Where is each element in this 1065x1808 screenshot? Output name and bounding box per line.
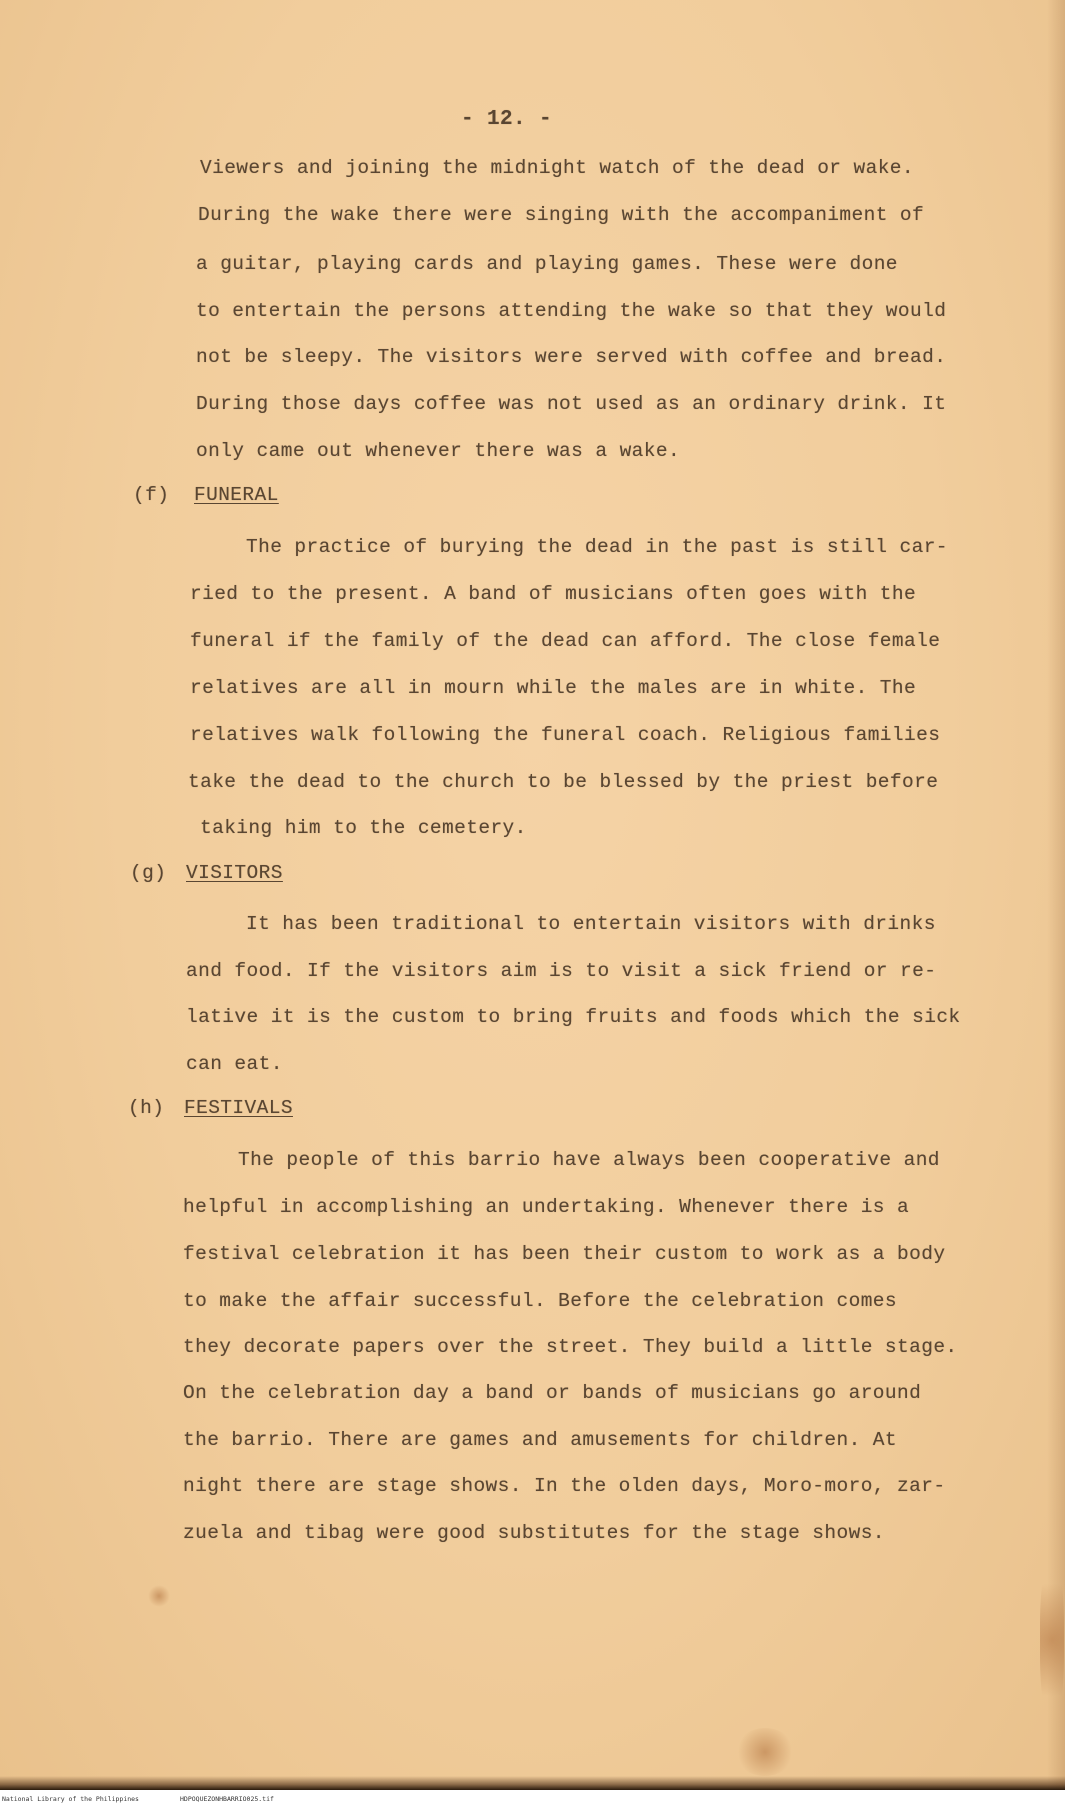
section-label: (f) [133,484,170,506]
text-line: relatives walk following the funeral coach. Religious families [190,724,941,746]
text-line: It has been traditional to entertain visitors with drinks [246,913,936,935]
page-number: - 12. - [461,108,553,131]
footer-bar [0,1790,1065,1808]
text-line: Viewers and joining the midnight watch of the dead or wake. [200,157,915,179]
text-line: to entertain the persons attending the wake so that they would [196,300,947,322]
text-line: a guitar, playing cards and playing games. These were done [196,253,898,275]
text-line: lative it is the custom to bring fruits and foods which the sick [186,1006,961,1028]
text-line: take the dead to the church to be blessed by the priest before [188,771,939,793]
text-line: During the wake there were singing with the accompaniment of [198,204,925,226]
section-label: (g) [130,862,167,884]
paper-stain [148,1585,170,1607]
paper-stain [735,1728,795,1776]
section-title: FESTIVALS [184,1097,293,1119]
text-line: and food. If the visitors aim is to visit a sick friend or re- [186,960,937,982]
text-line: ried to the present. A band of musicians often goes with the [190,583,917,605]
paper-stain [1040,1560,1064,1720]
page-edge-shadow [1047,0,1065,1790]
text-line: On the celebration day a band or bands of musicians go around [183,1382,922,1404]
text-line: taking him to the cemetery. [200,817,527,839]
section-title: VISITORS [186,862,283,884]
text-line: relatives are all in mourn while the males are in white. The [190,677,917,699]
text-line: During those days coffee was not used as an ordinary drink. It [196,393,947,415]
text-line: night there are stage shows. In the olden days, Moro-moro, zar- [183,1475,946,1497]
text-line: not be sleepy. The visitors were served with coffee and bread. [196,346,947,368]
text-line: festival celebration it has been their custom to work as a body [183,1243,946,1265]
section-title: FUNERAL [194,484,279,506]
text-line: helpful in accomplishing an undertaking. Whenever there is a [183,1196,910,1218]
text-line: to make the affair successful. Before the celebration comes [183,1290,898,1312]
text-line: can eat. [186,1053,283,1075]
footer-archive: National Library of the Philippines [2,1795,139,1803]
text-line: funeral if the family of the dead can afford. The close female [190,630,941,652]
text-line: zuela and tibag were good substitutes for the stage shows. [183,1522,885,1544]
text-line: The people of this barrio have always been cooperative and [238,1149,940,1171]
footer-file: HDPOQUEZONHBARRIO025.tif [180,1795,274,1803]
text-line: the barrio. There are games and amusements for children. At [183,1429,898,1451]
text-line: they decorate papers over the street. They build a little stage. [183,1336,958,1358]
section-label: (h) [128,1097,165,1119]
text-line: only came out whenever there was a wake. [196,440,681,462]
text-line: The practice of burying the dead in the past is still car- [246,536,948,558]
